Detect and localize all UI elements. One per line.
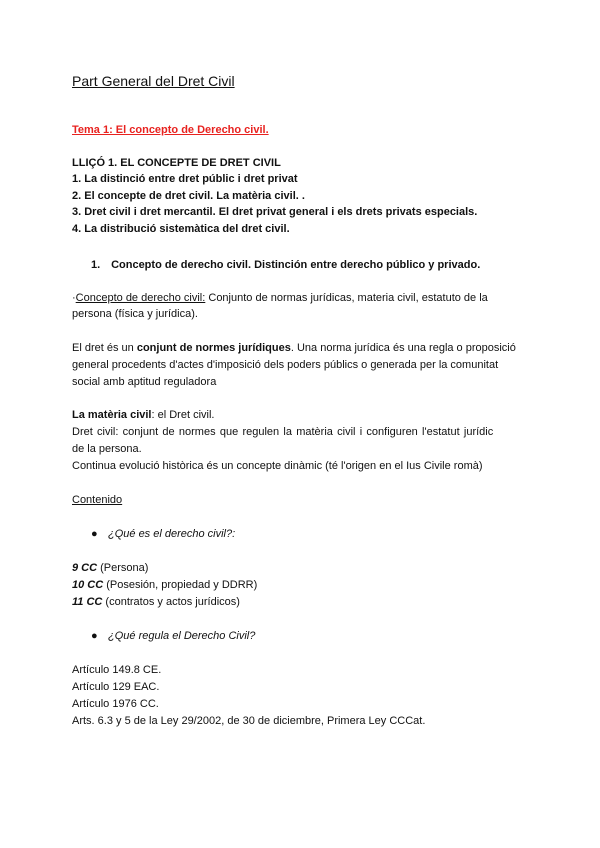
dret-paragraph — [72, 340, 530, 357]
lesson-item: 4. La distribució sistemàtica del dret civil. — [72, 223, 290, 235]
cc-line — [72, 594, 530, 611]
dret-line2: general procedents d'actes d'imposició dels poders públics o generada per la comunitat — [72, 359, 499, 371]
materia-evolution: Continua evolució històrica és un concepte dinàmic (té l'origen en el Ius Civile romà) — [72, 460, 483, 472]
question-what-regulates: ¿Qué regula el Derecho Civil? — [108, 630, 256, 642]
cc-line — [72, 560, 530, 577]
lesson-item: 3. Dret civil i dret mercantil. El dret privat general i els drets privats especials. — [72, 206, 478, 218]
lesson-item: 2. El concepte de dret civil. La matèria civil. . — [72, 190, 305, 202]
cc-line — [72, 577, 530, 594]
document-title: Part General del Dret Civil — [72, 73, 235, 89]
concept-line2: persona (física y jurídica). — [72, 308, 198, 320]
concept-paragraph — [72, 290, 530, 307]
bullet-icon: ● — [91, 528, 98, 540]
cc-text: (Posesión, propiedad y DDRR) — [103, 579, 258, 591]
section-heading-text: Concepto de derecho civil. Distinción entre derecho público y privado. — [111, 259, 481, 271]
cc-code: 9 CC — [72, 562, 98, 574]
article-line: Arts. 6.3 y 5 de la Ley 29/2002, de 30 de diciembre, Primera Ley CCCat. — [72, 715, 426, 727]
cc-text: (Persona) — [97, 562, 149, 574]
dret-line3: social amb aptitud reguladora — [72, 376, 217, 388]
dret-line1-rest: . Una norma jurídica és una regla o proposició — [290, 342, 516, 354]
contenido-heading: Contenido — [72, 494, 123, 506]
materia-rest: : el Dret civil. — [151, 409, 215, 421]
cc-text: (contratos y actos jurídicos) — [102, 596, 240, 608]
article-line: Artículo 149.8 CE. — [72, 664, 162, 676]
dret-pre: El dret és un — [72, 342, 137, 354]
concept-line1: Conjunto de normas jurídicas, materia civil, estatuto de la — [205, 292, 488, 304]
tema-heading: Tema 1: El concepto de Derecho civil. — [72, 124, 269, 136]
article-line: Artículo 129 EAC. — [72, 681, 160, 693]
section-number: 1. — [91, 259, 101, 271]
bullet-icon: ● — [91, 630, 98, 642]
materia-bold: La matèria civil — [72, 409, 152, 421]
cc-code: 10 CC — [72, 579, 104, 591]
concept-label: Concepto de derecho civil: — [75, 292, 206, 304]
materia-def1: Dret civil: conjunt de normes que regulen la matèria civil i configuren l'estatut jurídic — [72, 426, 494, 438]
materia-def2: de la persona. — [72, 443, 142, 455]
lesson-item: 1. La distinció entre dret públic i dret privat — [72, 173, 298, 185]
question-what-is: ¿Qué es el derecho civil?: — [108, 528, 236, 540]
section-heading — [91, 257, 480, 274]
cc-code: 11 CC — [72, 596, 103, 608]
materia-line — [72, 407, 530, 424]
dret-bold: conjunt de normes jurídiques — [136, 342, 291, 354]
lesson-heading: LLIÇÓ 1. EL CONCEPTE DE DRET CIVIL — [72, 157, 281, 169]
concept-prefix: · — [72, 292, 76, 304]
article-line: Artículo 1976 CC. — [72, 698, 159, 710]
